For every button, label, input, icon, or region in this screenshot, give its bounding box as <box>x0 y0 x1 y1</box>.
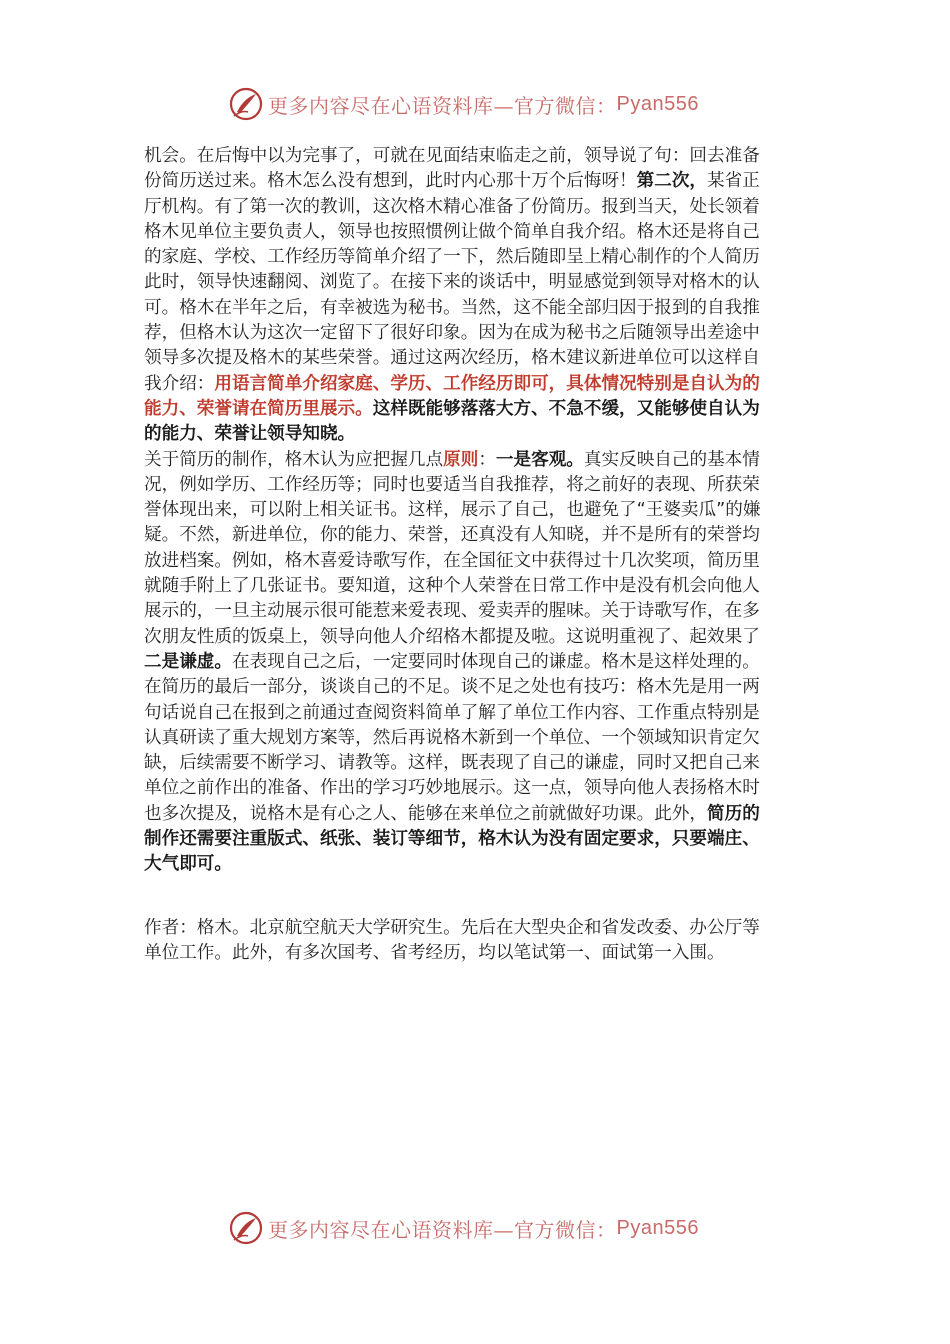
text-segment: 单位之前作出的准备、作出的学习巧妙地展示。这一点，领导向他人表扬格木时 <box>144 778 760 799</box>
text-line <box>144 751 810 776</box>
author-line: 作者：格木。北京航空航天大学研究生。先后在大型央企和省发改委、办公厅等 <box>144 918 760 938</box>
text-segment: ： <box>478 449 496 470</box>
text-line <box>144 245 810 270</box>
text-segment: 某省正 <box>707 171 760 192</box>
text-segment: 在简历的最后一部分，谈谈自己的不足。谈不足之处也有技巧：格木先是用一两 <box>144 677 760 698</box>
text-line <box>144 827 810 852</box>
text-line <box>144 726 810 751</box>
text-line <box>144 852 810 877</box>
text-line <box>144 422 810 447</box>
text-line <box>144 144 810 169</box>
text-segment: 放进档案。例如，格木喜爱诗歌写作，在全国征文中获得过十几次奖项，简历里 <box>144 550 760 571</box>
banner-text: 更多内容尽在心语资料库—官方微信： <box>268 1217 617 1242</box>
banner-wechat-id: Pyan556 <box>616 1216 699 1239</box>
text-line <box>144 675 810 700</box>
banner-text: 更多内容尽在心语资料库—官方微信： <box>268 93 617 118</box>
bold-text: 这样既能够落落大方、不急不缓，又能够使自认为 <box>372 398 760 419</box>
bold-text: 简历的 <box>707 803 760 824</box>
text-line <box>144 473 810 498</box>
text-line <box>144 498 810 523</box>
bold-text: 制作还需要注重版式、纸张、装订等细节，格木认为没有固定要求，只要端庄、 <box>144 829 760 850</box>
footer-banner <box>0 1208 950 1248</box>
text-segment: 我介绍： <box>144 373 215 394</box>
text-segment: 格木见单位主要负责人，领导也按照惯例让做个简单自我介绍。格木还是将自己 <box>144 221 760 242</box>
pen-logo-icon <box>228 86 264 122</box>
article-body <box>144 144 810 878</box>
text-segment: 认真研读了重大规划方案等，然后再说格木新到一个单位、一个领域知识肯定欠 <box>144 727 760 748</box>
text-line <box>144 296 810 321</box>
highlighted-text: 能力、荣誉请在简历里展示。 <box>144 398 373 419</box>
text-segment: 誉体现出来，可以附上相关证书。这样，展示了自己，也避免了“王婆卖瓜”的嫌 <box>144 500 761 521</box>
banner-wechat-id: Pyan556 <box>616 92 699 115</box>
text-line <box>144 802 810 827</box>
bold-text: 大气即可。 <box>144 854 232 875</box>
text-line <box>144 321 810 346</box>
text-segment: 此时，领导快速翻阅、浏览了。在接下来的谈话中，明显感觉到领导对格木的认 <box>144 272 760 293</box>
text-line <box>144 625 810 650</box>
text-segment: 厅机构。有了第一次的教训，这次格木精心准备了份简历。报到当天，处长领着 <box>144 196 760 217</box>
text-segment: 缺，后续需要不断学习、请教等。这样，既表现了自己的谦虚，同时又把自己来 <box>144 753 760 774</box>
text-line <box>144 346 810 371</box>
pen-logo-icon <box>228 1210 264 1246</box>
text-line <box>144 650 810 675</box>
highlighted-text: 用语言简单介绍家庭、学历、工作经历即可，具体情况特别是自认为的 <box>214 373 760 394</box>
text-segment: 真实反映自己的基本情 <box>583 449 760 470</box>
text-line <box>144 372 810 397</box>
text-segment: 展示的，一旦主动展示很可能惹来爱表现、爱卖弄的腥味。关于诗歌写作，在多 <box>144 601 760 622</box>
text-line <box>144 523 810 548</box>
text-line <box>144 397 810 422</box>
text-segment: 机会。在后悔中以为完事了，可就在见面结束临走之前，领导说了句：回去准备 <box>144 146 760 166</box>
text-line <box>144 220 810 245</box>
text-segment: 况，例如学历、工作经历等；同时也要适当自我推荐，将之前好的表现、所获荣 <box>144 474 760 495</box>
text-segment: 就随手附上了几张证书。要知道，这种个人荣誉在日常工作中是没有机会向他人 <box>144 576 760 597</box>
text-line <box>144 549 810 574</box>
text-segment: 荐，但格木认为这次一定留下了很好印象。因为在成为秘书之后随领导出差途中 <box>144 323 760 344</box>
text-line <box>144 270 810 295</box>
text-segment: 的家庭、学校、工作经历等简单介绍了一下，然后随即呈上精心制作的个人简历 <box>144 247 760 268</box>
bold-text: 的能力、荣誉让领导知晓。 <box>144 424 356 445</box>
text-segment: 可。格木在半年之后，有幸被选为秘书。当然，这不能全部归因于报到的自我推 <box>144 297 760 318</box>
header-banner <box>0 84 950 124</box>
text-segment: 领导多次提及格木的某些荣誉。通过这两次经历，格木建议新进单位可以这样自 <box>144 348 760 369</box>
bold-text: 一是客观。 <box>495 449 584 470</box>
text-line <box>144 169 810 194</box>
text-segment: 疑。不然，新进单位，你的能力、荣誉，还真没有人知晓，并不是所有的荣誉均 <box>144 525 760 546</box>
text-line <box>144 701 810 726</box>
bold-text: 第二次， <box>636 171 708 192</box>
text-segment: 次朋友性质的饭桌上，领导向他人介绍格木都提及啦。这说明重视了、起效果了 <box>144 626 760 647</box>
text-line <box>144 195 810 220</box>
text-line <box>144 448 810 473</box>
text-segment: 句话说自己在报到之前通过查阅资料简单了解了单位工作内容、工作重点特别是 <box>144 702 760 723</box>
bold-text: 二是谦虚。 <box>144 651 232 672</box>
text-segment: 关于简历的制作，格木认为应把握几点 <box>144 449 444 470</box>
author-line: 单位工作。此外，有多次国考、省考经历，均以笔试第一、面试第一入围。 <box>144 943 725 964</box>
text-segment: 在表现自己之后，一定要同时体现自己的谦虚。格木是这样处理的。 <box>231 651 760 672</box>
text-segment: 也多次提及，说格木是有心之人、能够在来单位之前就做好功课。此外， <box>144 803 708 824</box>
text-line <box>144 599 810 624</box>
text-line <box>144 574 810 599</box>
text-segment: 份简历送过来。格木怎么没有想到，此时内心那十万个后悔呀！ <box>144 171 637 192</box>
author-note <box>144 916 810 967</box>
text-line <box>144 776 810 801</box>
highlighted-text: 原则 <box>443 449 479 470</box>
